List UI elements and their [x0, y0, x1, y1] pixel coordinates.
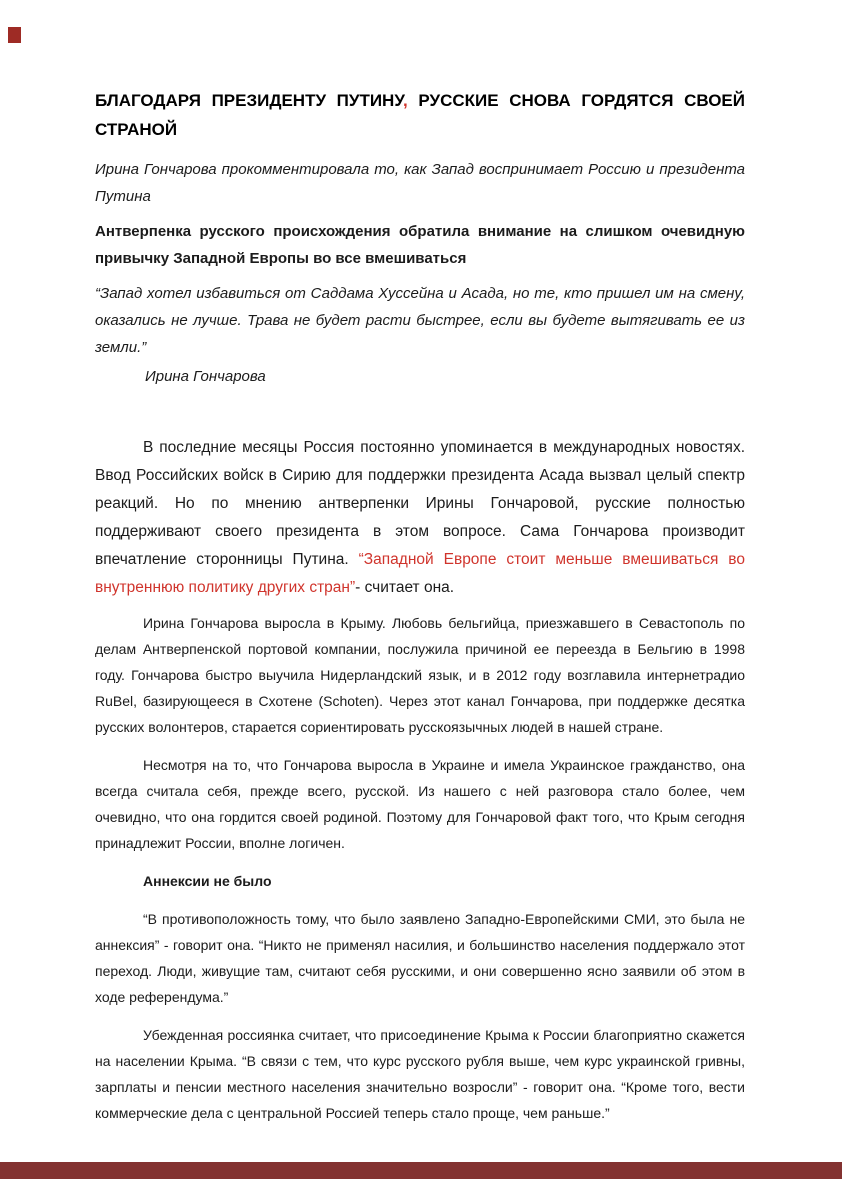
paragraph-1 — [95, 434, 745, 602]
title-text-before-comma: БЛАГОДАРЯ ПРЕЗИДЕНТУ ПУТИНУ — [95, 91, 403, 110]
footer-bar — [0, 1162, 842, 1179]
paragraph-1-text: В последние месяцы Россия постоянно упоминается в международных новостях. Ввод Российских войск в Сирию для поддержки президента Асада вызвал целый спектр реакций. Но по мнению антверпенки Ирины Гончаровой, русские полностью поддерживают своего президента в этом вопросе. Сама Гончарова производит впечатление сторонницы Путина. — [95, 439, 745, 568]
paragraph-1-red-quote: “Западной Европе стоит меньше вмешиваться во внутреннюю политику других стран” — [95, 551, 745, 596]
corner-marker — [8, 27, 21, 43]
quote-attribution: Ирина Гончарова — [145, 368, 266, 385]
section-subheading: Аннексии не было — [143, 873, 272, 889]
pull-quote: “Запад хотел избавиться от Саддама Хуссейна и Асада, но те, кто пришел им на смену, оказались не лучше. Трава не будет расти быстрее, если вы будете вытягивать ее из земли.” — [95, 285, 745, 356]
paragraph-2: Ирина Гончарова выросла в Крыму. Любовь бельгийца, приезжавшего в Севастополь по делам Антверпенской портовой компании, послужила причиной ее переезда в Бельгию в 1998 году. Гончарова быстро выучила Нидерландский язык, и в 2012 году возглавила интернетрадио RuBel, базирующееся в Схотене (Schoten). Через этот канал Гончарова, при поддержке десятка русских волонтеров, старается сориентировать русскоязычных людей в нашей стране. — [95, 615, 745, 735]
title-red-comma: , — [403, 91, 408, 110]
article-title — [95, 86, 745, 144]
article-standfirst: Антверпенка русского происхождения обратила внимание на слишком очевидную привычку Западной Европы во все вмешиваться — [95, 223, 745, 267]
title-text-after-comma: РУССКИЕ СНОВА ГОРДЯТСЯ СВОЕЙ СТРАНОЙ — [95, 91, 745, 139]
paragraph-4: “В противоположность тому, что было заявлено Западно-Европейскими СМИ, это была не аннексия” - говорит она. “Никто не применял насилия, и большинство населения поддержало этот переход. Люди, живущие там, считают себя русскими, и они совершенно ясно заявили об этом в ходе референдума.” — [95, 911, 745, 1005]
article-body — [95, 86, 745, 1138]
article-lede: Ирина Гончарова прокомментировала то, как Запад воспринимает Россию и президента Путина — [95, 161, 745, 205]
paragraph-1-tail: - считает она. — [355, 579, 455, 596]
paragraph-3: Несмотря на то, что Гончарова выросла в Украине и имела Украинское гражданство, она всегда считала себя, прежде всего, русской. Из нашего с ней разговора стало более, чем очевидно, что она гордится своей родиной. Поэтому для Гончаровой факт того, что Крым сегодня принадлежит России, вполне логичен. — [95, 757, 745, 851]
paragraph-5: Убежденная россиянка считает, что присоединение Крыма к России благоприятно скажется на населении Крыма. “В связи с тем, что курс русского рубля выше, чем курс украинской гривны, зарплаты и пенсии местного населения значительно возросли” - говорит она. “Кроме того, вести коммерческие дела с центральной Россией теперь стало проще, чем раньше.” — [95, 1027, 745, 1121]
